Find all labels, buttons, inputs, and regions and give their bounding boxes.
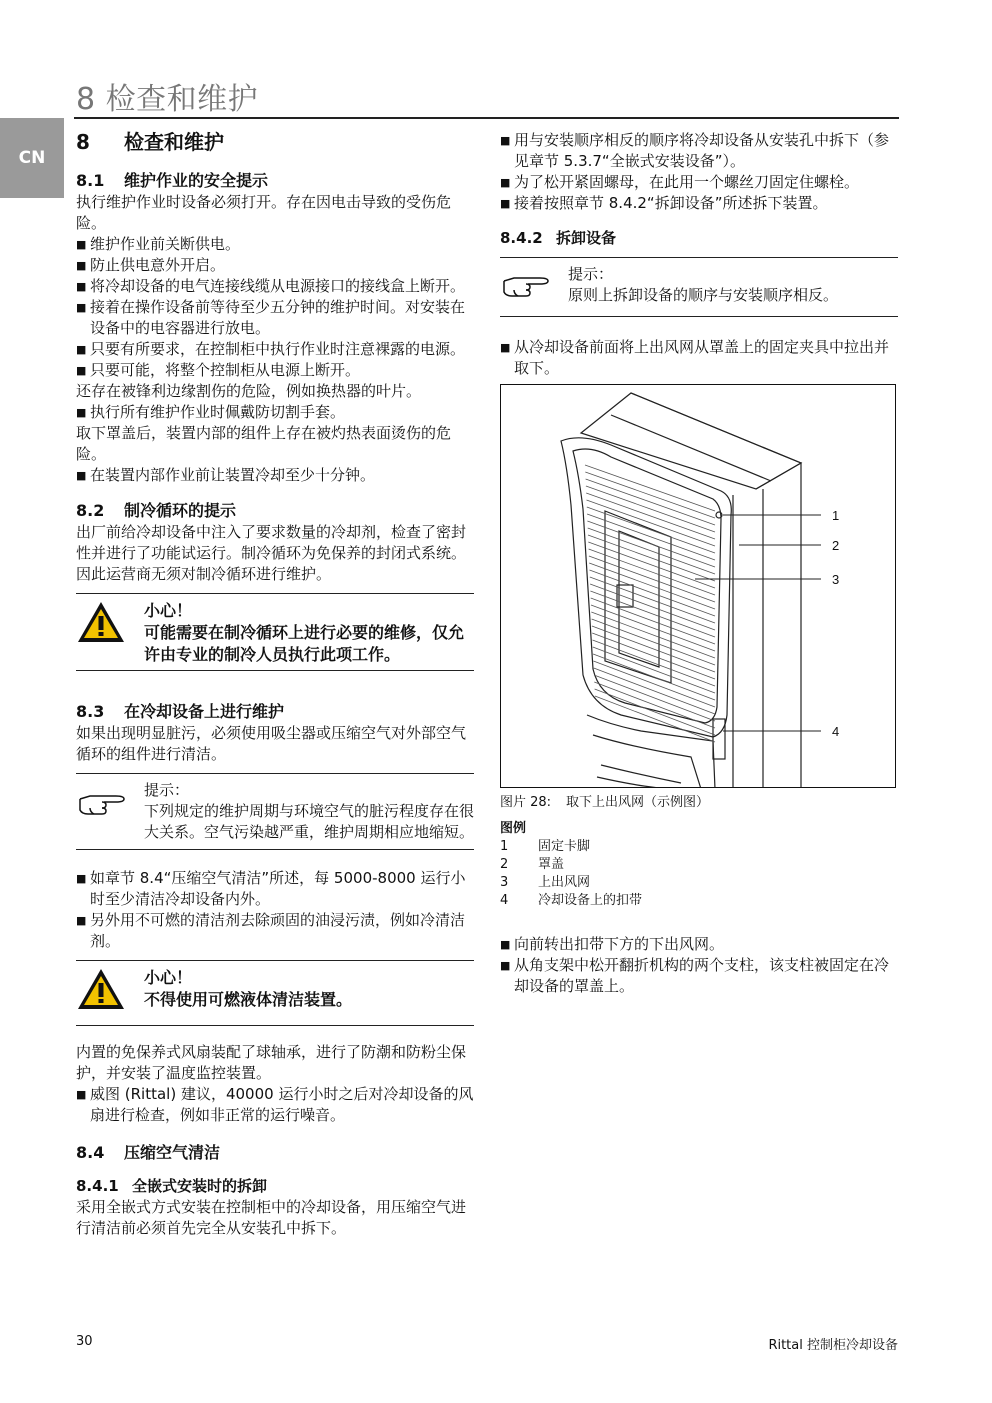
grille-line: [590, 577, 715, 623]
grille-line: [587, 521, 715, 567]
warning-triangle-icon: [76, 967, 144, 1021]
header-rule: [74, 117, 899, 119]
note-title: 提示：: [144, 781, 190, 799]
caution-box: [76, 593, 474, 671]
note-title: 提示：: [568, 265, 614, 283]
legend-item: 1 固定卡脚: [500, 839, 591, 854]
paragraph: 采用全嵌式方式安装在控制柜中的冷却设备，用压缩空气进行清洁前必须首先完全从安装孔中拆下。: [76, 1198, 467, 1237]
figure-frame: [500, 384, 896, 788]
grille-line: [588, 535, 715, 581]
warning-triangle-icon: [76, 600, 144, 666]
cooling-unit-illustration: [501, 385, 896, 788]
paragraph: 还存在被锋利边缘割伤的危险，例如换热器的叶片。: [76, 382, 422, 400]
list-item: ■ 从冷却设备前面将上出风网从罩盖上的固定夹具中拉出并取下。: [500, 337, 898, 379]
grille-line: [589, 563, 715, 609]
note-box: [500, 257, 898, 317]
caption-label: 图片 28:: [500, 795, 552, 810]
paragraph: 如果出现明显脏污，必须使用吸尘器或压缩空气对外部空气循环的组件进行清洁。: [76, 724, 467, 763]
grille-line: [595, 696, 715, 742]
figure-caption: [500, 794, 898, 910]
section-8-2-heading: 8.2 制冷循环的提示: [76, 501, 237, 520]
grille-line: [588, 528, 715, 574]
grille-line: [591, 612, 715, 658]
grille-line: [587, 514, 715, 560]
grille-line: [590, 584, 715, 630]
grille-line: [591, 605, 715, 651]
section-8-heading: 8 检查和维护: [76, 130, 224, 154]
list-item: ■ 用与安装顺序相反的顺序将冷却设备从安装孔中拆下（参见章节 5.3.7“全嵌式安装设备”）。: [500, 130, 898, 172]
caution-title: 小心！: [144, 968, 193, 987]
list-item: ■ 只要可能，将整个控制柜从电源上断开。: [76, 360, 474, 381]
callout-4: 4: [832, 724, 840, 739]
section-8-3-heading: 8.3 在冷却设备上进行维护: [76, 702, 285, 721]
list-item: ■ 接着在操作设备前等待至少五分钟的维护时间。对安装在设备中的电容器进行放电。: [76, 297, 474, 339]
language-tab: CN: [0, 118, 64, 198]
section-8-4-1-heading: 8.4.1 全嵌式安装时的拆卸: [76, 1177, 268, 1195]
list-item: ■ 为了松开紧固螺母，在此用一个螺丝刀固定住螺栓。: [500, 172, 898, 193]
paragraph: 执行维护作业时设备必须打开。存在因电击导致的受伤危险。: [76, 193, 452, 232]
list-item: ■ 接着按照章节 8.4.2“拆卸设备”所述拆下装置。: [500, 193, 898, 214]
list-item: ■ 威图 (Rittal) 建议，40000 运行小时之后对冷却设备的风扇进行检查，例如非正常的运行噪音。: [76, 1084, 474, 1126]
list-item: ■ 维护作业前关断供电。: [76, 234, 474, 255]
section-8-4-2-heading: 8.4.2 拆卸设备: [500, 229, 617, 247]
grille-line: [593, 647, 715, 693]
list-item: ■ 防止供电意外开启。: [76, 255, 474, 276]
list-item: ■ 向前转出扣带下方的下出风网。: [500, 934, 898, 955]
callout-3: 3: [832, 572, 840, 587]
caution-text: 不得使用可燃液体清洁装置。: [144, 990, 353, 1009]
grille-line: [589, 549, 715, 595]
grille-lines: [585, 465, 715, 742]
caution-box: [76, 960, 474, 1026]
grille-line: [587, 500, 716, 546]
grille-line: [592, 619, 715, 665]
note-text: 原则上拆卸设备的顺序与安装顺序相反。: [568, 286, 839, 304]
legend-item: 2 罩盖: [500, 857, 565, 872]
note-text: 下列规定的维护周期与环境空气的脏污程度存在很大关系。空气污染越严重，维护周期相应地缩短。: [144, 802, 475, 841]
grille-line: [593, 661, 715, 707]
section-8-4-heading: 8.4 压缩空气清洁: [76, 1143, 221, 1162]
paragraph: 取下罩盖后，装置内部的组件上存在被灼热表面烫伤的危险。: [76, 424, 452, 463]
list-item: ■ 只要有所要求，在控制柜中执行作业时注意裸露的电源。: [76, 339, 474, 360]
pointing-hand-icon: [500, 264, 568, 306]
caution-title: 小心！: [144, 601, 193, 620]
legend-item: 4 冷却设备上的扣带: [500, 893, 643, 908]
legend-item: 3 上出风网: [500, 875, 591, 890]
note-box: [76, 773, 474, 850]
document-title: Rittal 控制柜冷却设备: [768, 1338, 898, 1353]
list-item: ■ 从角支架中松开翻折机构的两个支柱，该支柱被固定在冷却设备的罩盖上。: [500, 955, 898, 997]
caution-text: 可能需要在制冷循环上进行必要的维修，仅允许由专业的制冷人员执行此项工作。: [144, 623, 465, 664]
grille-line: [593, 654, 715, 700]
list-item: ■ 如章节 8.4“压缩空气清洁”所述，每 5000-8000 运行小时至少清洁冷却设备内外。: [76, 868, 474, 910]
paragraph: 内置的免保养式风扇装配了球轴承，进行了防潮和防粉尘保护，并安装了温度监控装置。: [76, 1043, 467, 1082]
list-item: ■ 将冷却设备的电气连接线缆从电源接口的接线盒上断开。: [76, 276, 474, 297]
grille-line: [590, 570, 716, 616]
caption-text: 取下上出风网（示例图）: [566, 795, 710, 810]
grille-line: [588, 542, 715, 588]
grille-line: [594, 668, 715, 714]
left-column: [76, 128, 474, 1239]
callout-1: 1: [832, 508, 840, 523]
grille-line: [592, 633, 715, 679]
list-item: ■ 执行所有维护作业时佩戴防切割手套。: [76, 402, 474, 423]
list-item: ■ 另外用不可燃的清洁剂去除顽固的油浸污渍，例如冷清洁剂。: [76, 910, 474, 952]
grille-line: [594, 675, 715, 721]
running-title: 8 检查和维护: [76, 82, 259, 117]
grille-line: [594, 682, 715, 728]
page-number: 30: [76, 1334, 93, 1349]
section-8-1-heading: 8.1 维护作业的安全提示: [76, 171, 269, 190]
callout-2: 2: [832, 538, 840, 553]
legend-title: 图例: [500, 821, 527, 836]
paragraph: 出厂前给冷却设备中注入了要求数量的冷却剂，检查了密封性并进行了功能试运行。制冷循环为免保养的封闭式系统。因此运营商无须对制冷循环进行维护。: [76, 523, 467, 583]
grille-line: [590, 591, 715, 637]
grille-line: [585, 465, 715, 511]
right-column: [500, 130, 898, 379]
list-item: ■ 在装置内部作业前让装置冷却至少十分钟。: [76, 465, 474, 486]
right-bottom-list: [500, 934, 898, 997]
grille-line: [591, 598, 715, 644]
grille-line: [587, 507, 715, 553]
pointing-hand-icon: [76, 780, 144, 843]
